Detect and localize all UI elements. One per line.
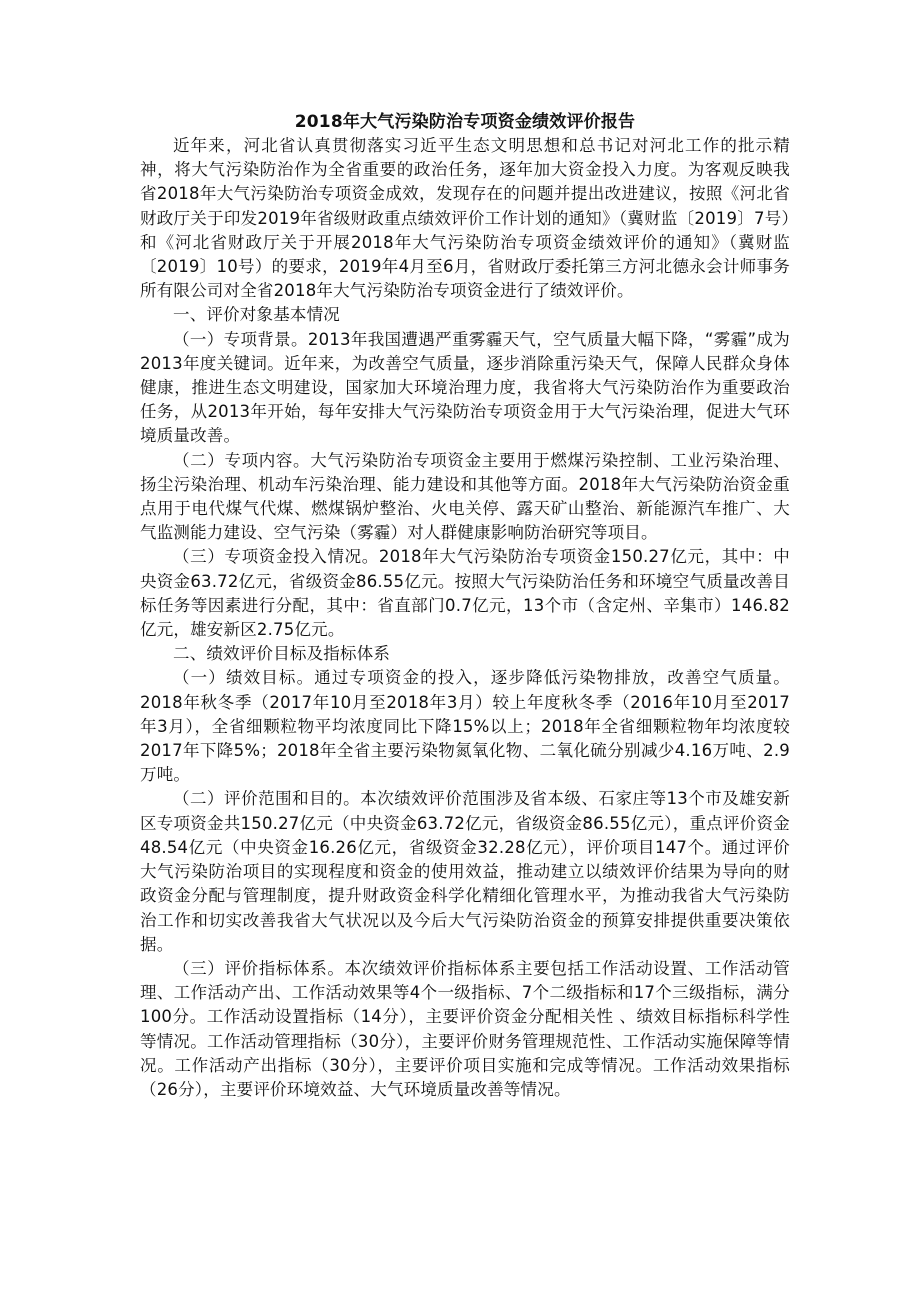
- paragraph-content: （二）专项内容。大气污染防治专项资金主要用于燃煤污染控制、工业污染治理、扬尘污染治理、机动车污染治理、能力建设和其他等方面。2018年大气污染防治资金重点用于电代煤气代煤、燃煤锅炉整治、火电关停、露天矿山整治、新能源汽车推广、大气监测能力建设、空气污染（雾霾）对人群健康影响防治研究等项目。: [140, 450, 790, 543]
- paragraph-funding: （三）专项资金投入情况。2018年大气污染防治专项资金150.27亿元，其中：中央资金63.72亿元，省级资金86.55亿元。按照大气污染防治任务和环境空气质量改善目标任务等因素进行分配，其中：省直部门0.7亿元，13个市（含定州、辛集市）146.82亿元，雄安新区2.75亿元。: [140, 547, 790, 640]
- paragraph-background: （一）专项背景。2013年我国遭遇严重雾霾天气，空气质量大幅下降，“雾霾”成为2013年度关键词。近年来，为改善空气质量，逐步消除重污染天气，保障人民群众身体健康，推进生态文明建设，国家加大环境治理力度，我省将大气污染防治作为重要政治任务，从2013年开始，每年安排大气污染防治专项资金用于大气污染治理，促进大气环境质量改善。: [140, 329, 790, 446]
- section-heading-1: 一、评价对象基本情况: [173, 305, 340, 325]
- paragraph-intro: 近年来，河北省认真贯彻落实习近平生态文明思想和总书记对河北工作的批示精神，将大气污染防治作为全省重要的政治任务，逐年加大资金投入力度。为客观反映我省2018年大气污染防治专项资金成效，发现存在的问题并提出改进建议，按照《河北省财政厅关于印发2019年省级财政重点绩效评价工作计划的通知》（冀财监〔2019〕7号）和《河北省财政厅关于开展2018年大气污染防治专项资金绩效评价的通知》（冀财监〔2019〕10号）的要求，2019年4月至6月，省财政厅委托第三方河北德永会计师事务所有限公司对全省2018年大气污染防治专项资金进行了绩效评价。: [140, 136, 790, 301]
- paragraph-scope: （二）评价范围和目的。本次绩效评价范围涉及省本级、石家庄等13个市及雄安新区专项资金共150.27亿元（中央资金63.72亿元，省级资金86.55亿元），重点评价资金48.54亿元（中央资金16.26亿元，省级资金32.28亿元），评价项目147个。通过评价大气污染防治项目的实现程度和资金的使用效益，推动建立以绩效评价结果为导向的财政资金分配与管理制度，提升财政资金科学化精细化管理水平，为推动我省大气污染防治工作和切实改善我省大气状况以及今后大气污染防治资金的预算安排提供重要决策依据。: [140, 789, 790, 954]
- paragraph-indicators: （三）评价指标体系。本次绩效评价指标体系主要包括工作活动设置、工作活动管理、工作活动产出、工作活动效果等4个一级指标、7个二级指标和17个三级指标，满分100分。工作活动设置指标（14分），主要评价资金分配相关性 、绩效目标指标科学性等情况。工作活动管理指标（30分），主要评价财务管理规范性、工作活动实施保障等情况。工作活动产出指标（30分），主要评价项目实施和完成等情况。工作活动效果指标（26分），主要评价环境效益、大气环境质量改善等情况。: [140, 958, 790, 1099]
- section-heading-2: 二、绩效评价目标及指标体系: [173, 644, 391, 664]
- document-page: [140, 110, 790, 1102]
- paragraph-goals: （一）绩效目标。通过专项资金的投入，逐步降低污染物排放，改善空气质量。2018年秋冬季（2017年10月至2018年3月）较上年度秋冬季（2016年10月至2017年3月），全省细颗粒物平均浓度同比下降15%以上；2018年全省细颗粒物年均浓度较2017年下降5%；2018年全省主要污染物氮氧化物、二氧化硫分别减少4.16万吨、2.9万吨。: [140, 668, 790, 785]
- document-title: 2018年大气污染防治专项资金绩效评价报告: [294, 112, 636, 132]
